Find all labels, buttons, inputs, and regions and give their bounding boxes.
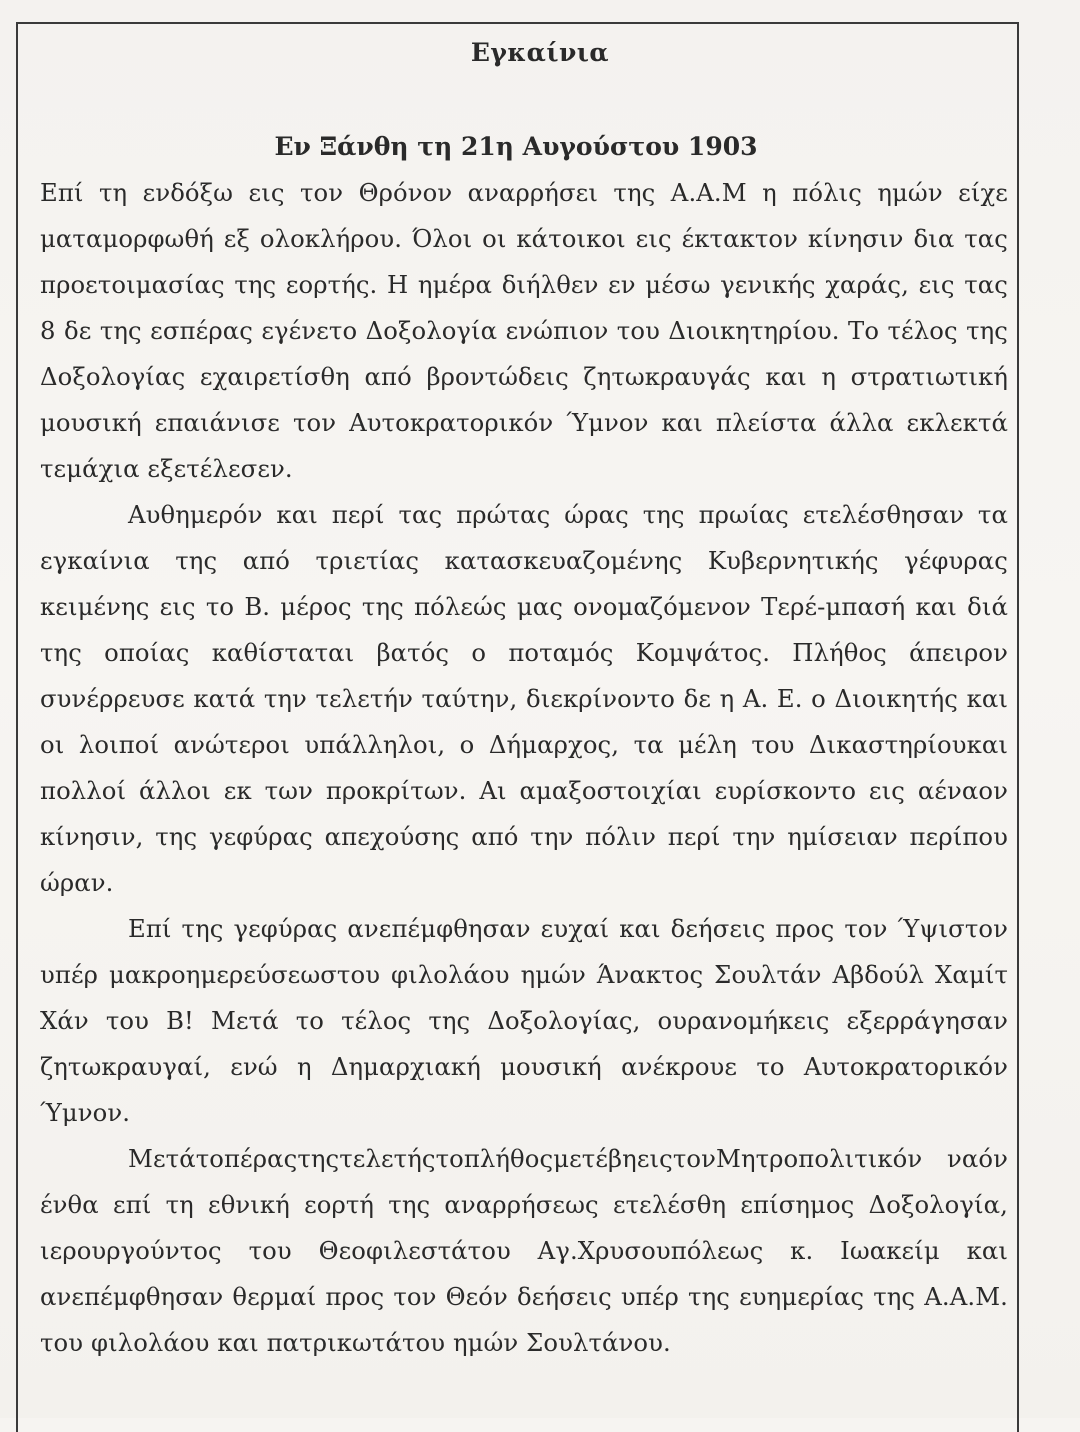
paragraph-1: Επί τη ενδόξω εις τον Θρόνον αναρρήσει της Α.Α.Μ η πόλις ημών είχε ματαμορφωθή εξ ολοκλήρου. Όλοι οι κάτοικοι εις έκτακτον κίνησιν δια τας προετοιμασίας της εορτής. Η ημέρα διήλθεν εν μέσω γενικής χαράς, εις τας 8 δε της εσπέρας εγένετο Δοξολογία ενώπιον του Διοικητηρίου. Το τέλος της Δοξολογίας εχαιρετίσθη από βροντώδεις ζητωκραυγάς και η στρατιωτική μουσική επαιάνισε τον Αυτοκρατορικόν Ύμνον και πλείστα άλλα εκλεκτά τεμάχια εξετέλεσεν. xyxy=(40,178,1008,483)
paragraph-2: Αυθημερόν και περί τας πρώτας ώρας της πρωίας ετελέσθησαν τα εγκαίνια της από τριετίας κατασκευαζομένης Κυβερνητικής γέφυρας κειμένης εις το Β. μέρος της πόλεώς μας ονομαζόμενον Τερέ-μπασή και διά της οποίας καθίσταται βατός ο ποταμός Κομψάτος. Πλήθος άπειρον συνέρρευσε κατά την τελετήν ταύτην, διεκρίνοντο δε η Α. Ε. ο Διοικητής και οι λοιποί ανώτεροι υπάλληλοι, ο Δήμαρχος, τα μέλη του Δικαστηρίουκαι πολλοί άλλοι εκ των προκρίτων. Αι αμαξοστοιχίαι ευρίσκοντο εις αέναον κίνησιν, της γεφύρας απεχούσης από την πόλιν περί την ημίσειαν περίπου ώραν. xyxy=(40,500,1008,897)
article-body xyxy=(40,170,1008,1366)
paragraph-4: ΜετάτοπέραςτηςτελετήςτοπλήθοςμετέβηειςτονΜητροπολιτικόν ναόν ένθα επί τη εθνική εορτή της αναρρήσεως ετελέσθη επίσημος Δοξολογία, ιερουργούντος του Θεοφιλεστάτου Αγ.Χρυσουπόλεως κ. Ιωακείμ και ανεπέμφθησαν θερμαί προς τον Θεόν δεήσεις υπέρ της ευημερίας της Α.Α.Μ. του φιλολάου και πατρικωτάτου ημών Σουλτάνου. xyxy=(40,1144,1008,1357)
paragraph-3: Επί της γεφύρας ανεπέμφθησαν ευχαί και δεήσεις προς τον Ύψιστον υπέρ μακροημερεύσεωστου φιλολάου ημών Άνακτος Σουλτάν Αβδούλ Χαμίτ Χάν του Β! Μετά το τέλος της Δοξολογίας, ουρανομήκεις εξερράγησαν ζητωκραυγαί, ενώ η Δημαρχιακή μουσική ανέκρουε το Αυτοκρατορικόν Ύμνον. xyxy=(40,914,1008,1127)
article-title: Εγκαίνια xyxy=(470,38,610,67)
article-dateline: Εν Ξάνθη τη 21η Αυγούστου 1903 xyxy=(274,132,758,161)
